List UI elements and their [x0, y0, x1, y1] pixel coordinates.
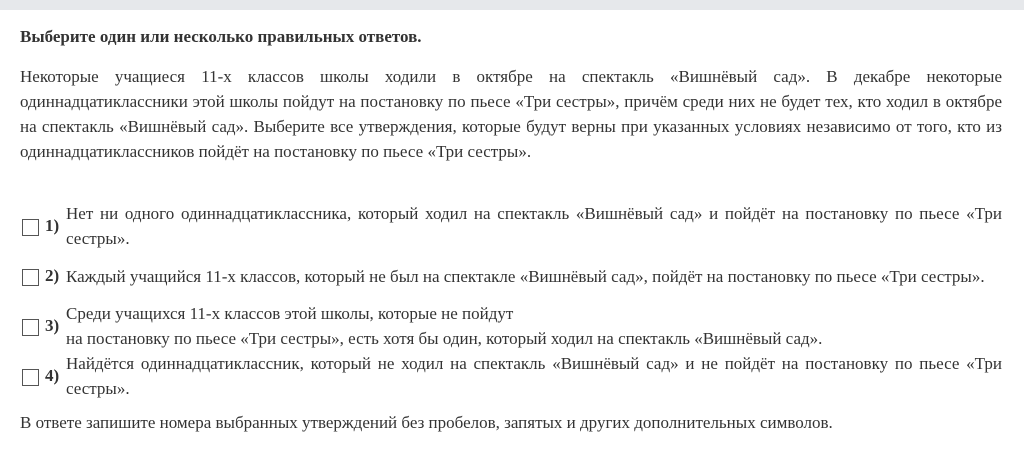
- option-4-number: 4): [45, 366, 60, 385]
- option-3-text: [66, 301, 1002, 351]
- top-bar: [0, 0, 1024, 10]
- option-2-text: Каждый учащийся 11-х классов, который не был на спектакле «Вишнёвый сад», пойдёт на постановку по пьесе «Три сестры».: [66, 266, 985, 286]
- option-1-text: Нет ни одного одиннадцатиклассника, который ходил на спектакль «Вишнёвый сад» и пойдёт на постановку по пьесе «Три сестры».: [66, 204, 1002, 248]
- answer-option-3[interactable]: [20, 301, 1002, 351]
- task-instruction: Выберите один или несколько правильных ответов.: [20, 27, 422, 46]
- answer-options: [20, 201, 1002, 401]
- option-2-number: 2): [45, 266, 60, 285]
- option-3-checkbox[interactable]: [22, 319, 39, 336]
- option-2-checkbox[interactable]: [22, 269, 39, 286]
- option-1-checkbox[interactable]: [22, 219, 39, 236]
- task-content: [20, 24, 1002, 435]
- answer-option-4[interactable]: [20, 351, 1002, 401]
- option-4-checkbox[interactable]: [22, 369, 39, 386]
- answer-option-2[interactable]: [20, 251, 1002, 301]
- problem-statement: Некоторые учащиеся 11-х классов школы ходили в октябре на спектакль «Вишнёвый сад». В декабре некоторые одиннадцатиклассники этой школы пойдут на постановку по пьесе «Три сестры», причём среди них не будет тех, кто ходил в октябре на спектакль «Вишнёвый сад». Выберите все утверждения, которые будут верны при указанных условиях независимо от того, кто из одиннадцатиклассников пойдёт на постановку по пьесе «Три сестры».: [20, 67, 1002, 161]
- option-4-text: Найдётся одиннадцатиклассник, который не ходил на спектакль «Вишнёвый сад» и не пойдёт на постановку по пьесе «Три сестры».: [66, 354, 1002, 398]
- answer-option-1[interactable]: [20, 201, 1002, 251]
- option-3-text-line-1: Среди учащихся 11-х классов этой школы, которые не пойдут: [66, 304, 514, 323]
- option-1-number: 1): [45, 216, 60, 235]
- option-3-number: 3): [45, 316, 60, 335]
- option-3-text-line-2: на постановку по пьесе «Три сестры», есть хотя бы один, который ходил на спектакль «Вишнёвый сад».: [66, 329, 823, 348]
- answer-format-note: В ответе запишите номера выбранных утверждений без пробелов, запятых и других дополнительных символов.: [20, 413, 833, 432]
